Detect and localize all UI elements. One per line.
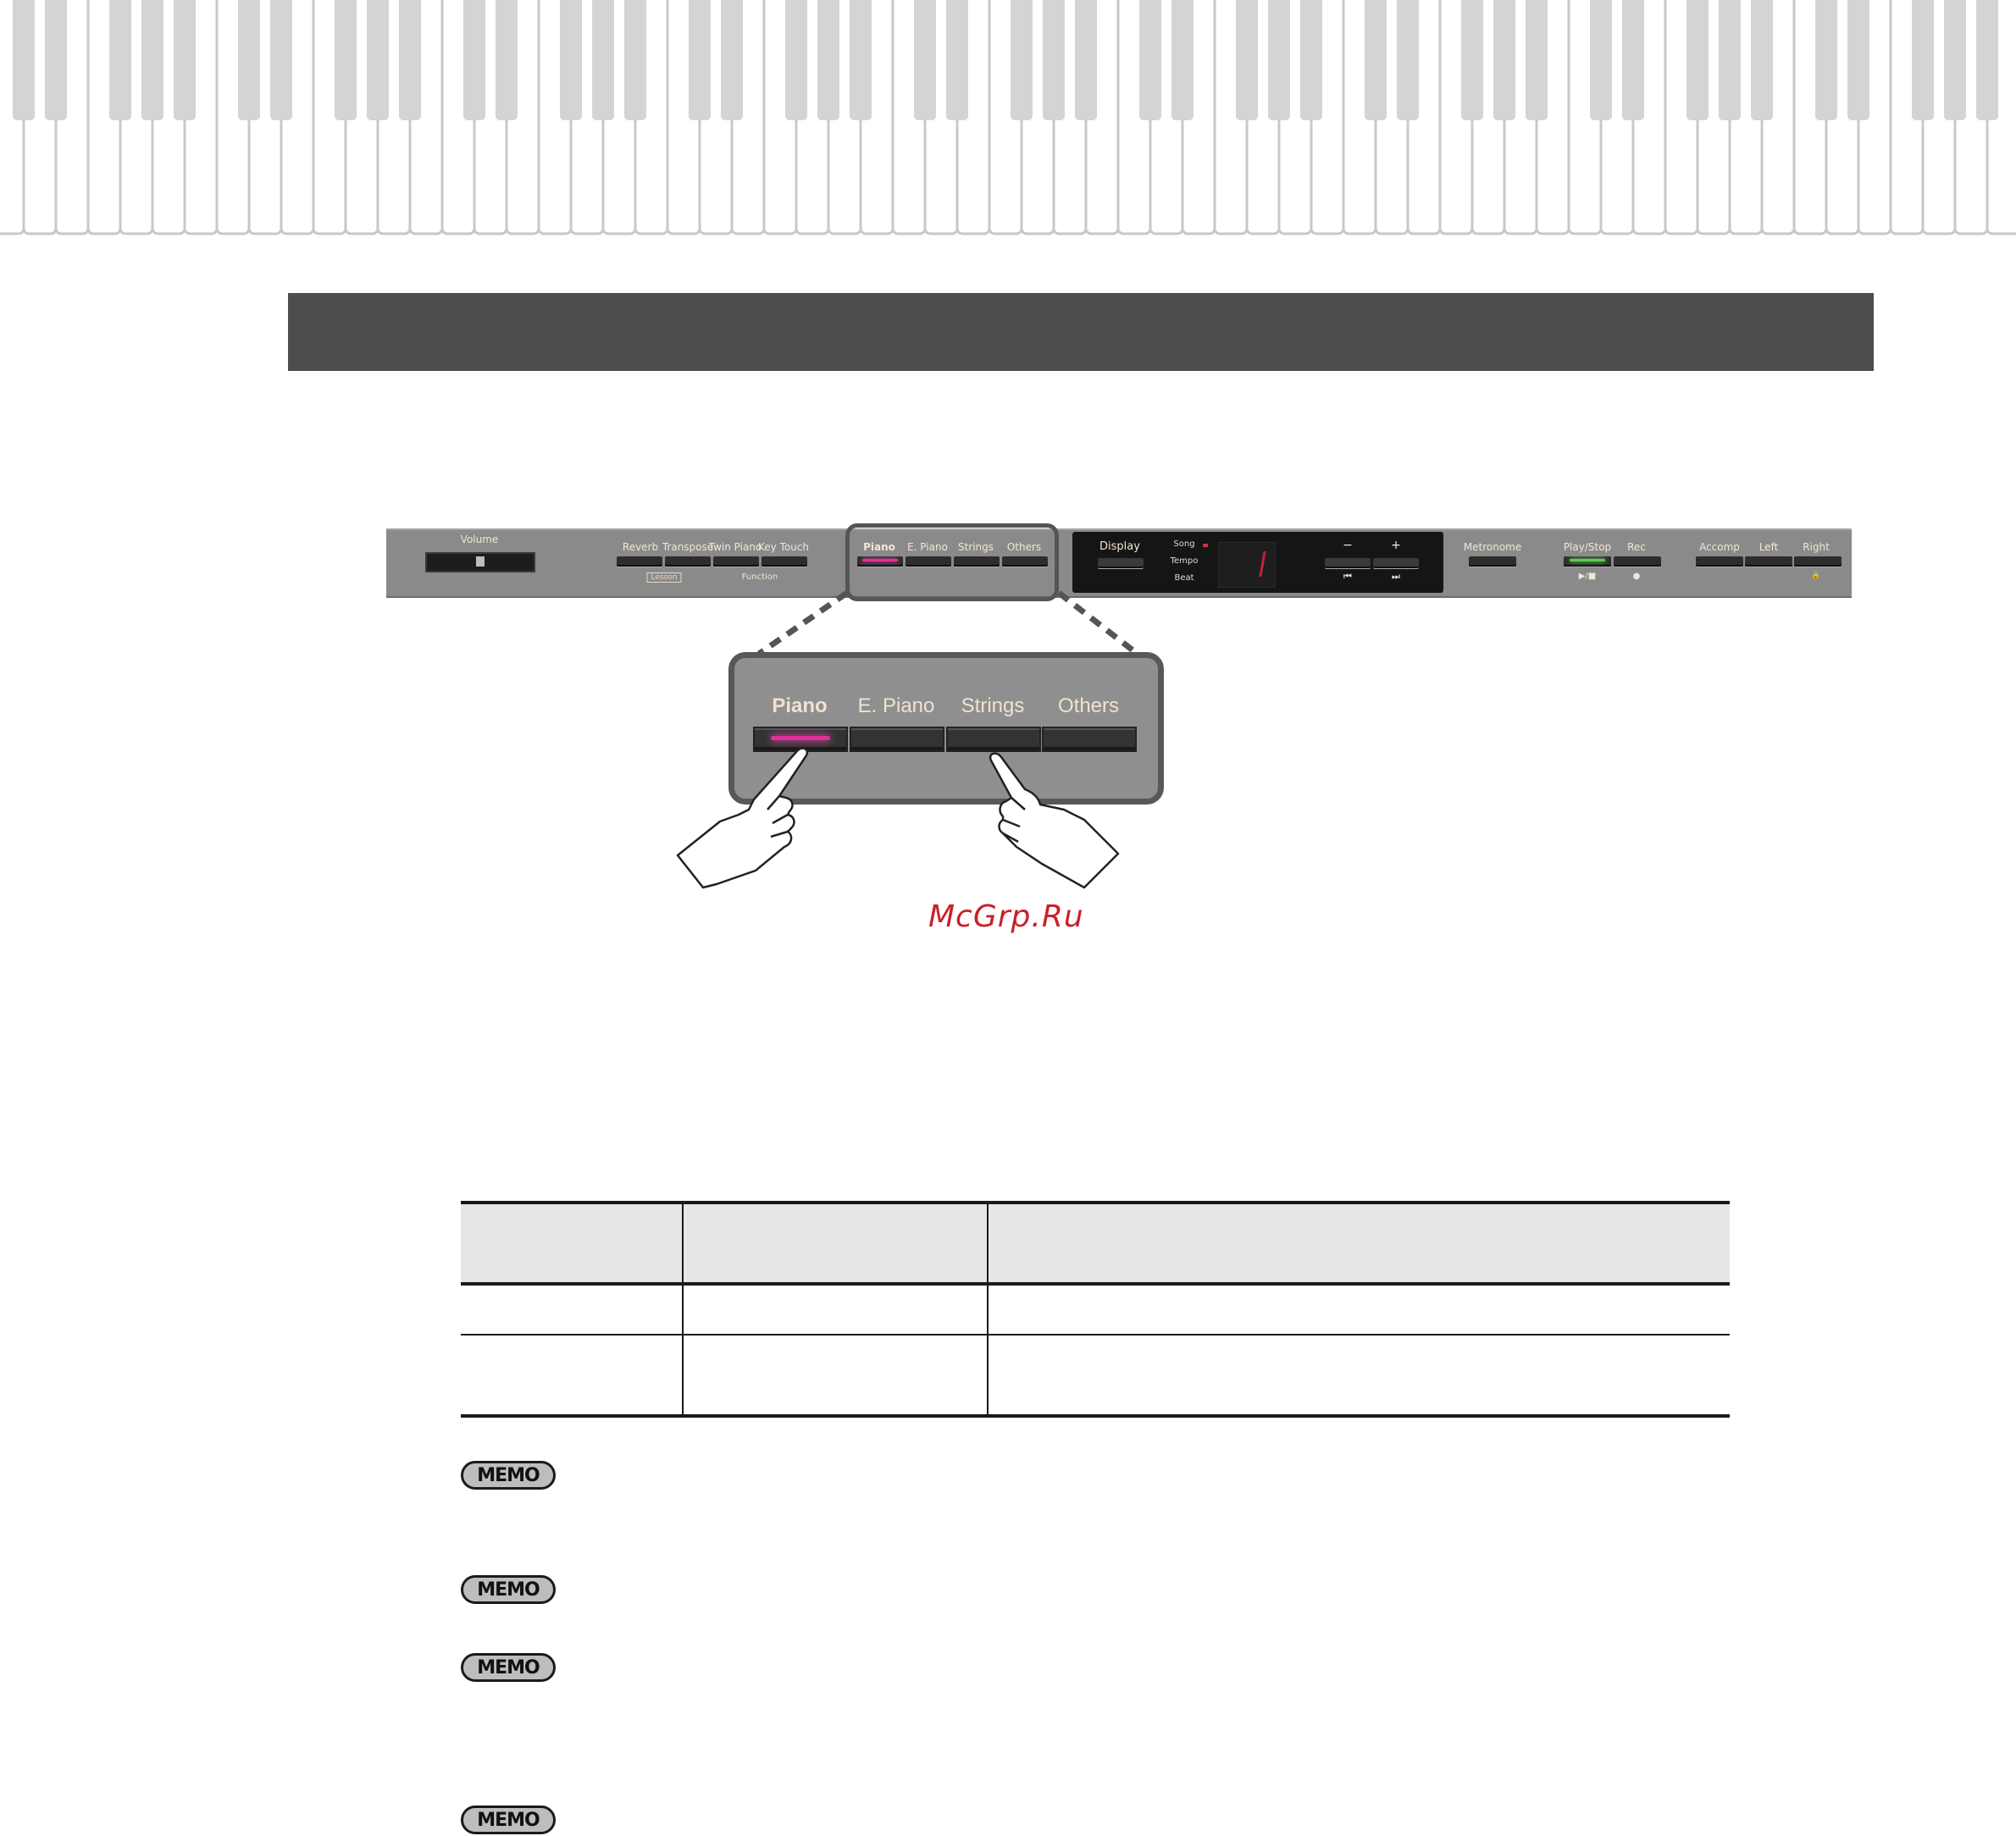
- accomp-button[interactable]: [1696, 556, 1743, 567]
- table-header-rule: [461, 1282, 1730, 1286]
- transpose-label: Transpose: [662, 541, 714, 553]
- plus-button[interactable]: [1373, 558, 1419, 568]
- black-key: [592, 0, 614, 120]
- reverb-label: Reverb: [622, 541, 659, 553]
- lock-icon: 🔒: [1811, 572, 1821, 580]
- black-key: [1397, 0, 1419, 120]
- tone-table: [461, 1201, 1730, 1418]
- minus-label: −: [1343, 539, 1353, 552]
- black-key: [1847, 0, 1869, 120]
- table-top-rule: [461, 1201, 1730, 1204]
- black-key: [560, 0, 582, 120]
- rewind-icon: ⏮: [1343, 571, 1352, 582]
- black-key: [817, 0, 839, 120]
- left-button[interactable]: [1745, 556, 1792, 567]
- black-key: [1815, 0, 1837, 120]
- black-key: [946, 0, 968, 120]
- zoom-label-others: Others: [1057, 694, 1120, 717]
- black-key: [1622, 0, 1644, 120]
- black-key: [1751, 0, 1773, 120]
- black-key: [624, 0, 646, 120]
- metronome-label: Metronome: [1463, 541, 1522, 553]
- plus-label: +: [1391, 539, 1401, 552]
- black-key: [238, 0, 260, 120]
- memo-badge: MEMO: [461, 1461, 556, 1490]
- zoom-label-strings: Strings: [961, 694, 1025, 717]
- right-hand-icon: [990, 754, 1118, 888]
- function-label: Function: [741, 572, 778, 582]
- black-key: [45, 0, 67, 120]
- key-touch-label: Key Touch: [757, 541, 810, 553]
- accomp-label: Accomp: [1699, 541, 1740, 553]
- black-key: [850, 0, 872, 120]
- black-key: [1139, 0, 1161, 120]
- black-key: [1719, 0, 1741, 120]
- lesson-label: Lesson: [647, 572, 682, 583]
- connector-left: [759, 593, 847, 654]
- black-key: [463, 0, 485, 120]
- panel-tone-label-e-piano: E. Piano: [907, 541, 948, 553]
- black-key: [1590, 0, 1612, 120]
- black-key: [1976, 0, 1998, 120]
- black-key: [335, 0, 357, 120]
- panel-tone-label-piano: Piano: [863, 541, 895, 553]
- transpose-button[interactable]: [665, 556, 711, 567]
- rec-label: Rec: [1627, 541, 1646, 553]
- segment-digit: [1259, 551, 1266, 577]
- table-row-rule: [461, 1334, 1730, 1336]
- zoom-label-piano: Piano: [772, 694, 828, 717]
- black-key: [1268, 0, 1290, 120]
- keyboard-header: [0, 0, 2016, 246]
- panel-tone-label-strings: Strings: [957, 541, 994, 553]
- black-key: [1365, 0, 1387, 120]
- black-key: [1075, 0, 1097, 120]
- watermark-text: McGrp.Ru: [928, 899, 1084, 934]
- black-key: [1686, 0, 1709, 120]
- display-label: Display: [1099, 540, 1140, 553]
- left-label: Left: [1758, 541, 1779, 553]
- black-key: [1912, 0, 1934, 120]
- play-stop-button[interactable]: [1564, 556, 1611, 567]
- black-key: [785, 0, 807, 120]
- rec-icon: ●: [1632, 572, 1641, 581]
- black-key: [109, 0, 131, 120]
- zoom-label-e-piano: E. Piano: [857, 694, 935, 717]
- fast-forward-icon: ⏭: [1392, 571, 1400, 582]
- black-key: [1011, 0, 1033, 120]
- right-button[interactable]: [1794, 556, 1842, 567]
- memo-badge: MEMO: [461, 1806, 556, 1834]
- tone-buttons-highlight: [845, 523, 1059, 601]
- table-column-divider-2: [987, 1201, 989, 1418]
- volume-label: Volume: [460, 534, 499, 545]
- rec-button[interactable]: [1614, 556, 1661, 567]
- black-key: [367, 0, 389, 120]
- volume-slider[interactable]: [425, 552, 535, 572]
- left-hand-icon: [678, 749, 807, 888]
- twin-piano-button[interactable]: [713, 556, 759, 567]
- play-stop-label: Play/Stop: [1563, 541, 1612, 553]
- beat-indicator: Beat: [1174, 573, 1194, 583]
- black-key: [1944, 0, 1966, 120]
- right-label: Right: [1803, 541, 1830, 553]
- black-key: [1526, 0, 1548, 120]
- key-touch-button[interactable]: [762, 556, 807, 567]
- display-button[interactable]: [1098, 558, 1144, 568]
- volume-knob[interactable]: [476, 556, 485, 567]
- black-key: [141, 0, 163, 120]
- black-key: [914, 0, 936, 120]
- black-key: [270, 0, 292, 120]
- memo-badge: MEMO: [461, 1575, 556, 1604]
- minus-button[interactable]: [1325, 558, 1371, 568]
- black-key: [1493, 0, 1515, 120]
- black-key: [174, 0, 196, 120]
- black-key: [1236, 0, 1258, 120]
- segment-display: [1218, 542, 1276, 588]
- table-column-divider-1: [682, 1201, 684, 1418]
- black-key: [1043, 0, 1065, 120]
- black-key: [496, 0, 518, 120]
- song-led: [1203, 544, 1208, 547]
- metronome-button[interactable]: [1469, 556, 1516, 567]
- tempo-indicator: Tempo: [1170, 556, 1199, 566]
- black-key: [399, 0, 421, 120]
- table-bottom-rule: [461, 1414, 1730, 1418]
- play-stop-icon: ▶/■: [1578, 572, 1597, 581]
- reverb-button[interactable]: [617, 556, 662, 567]
- memo-badge: MEMO: [461, 1653, 556, 1682]
- black-key: [721, 0, 743, 120]
- connector-right: [1059, 593, 1135, 652]
- black-key: [1461, 0, 1483, 120]
- black-key: [13, 0, 35, 120]
- pressing-hands: [661, 728, 1135, 898]
- table-header: [461, 1204, 1730, 1282]
- black-key: [1300, 0, 1322, 120]
- song-indicator: Song: [1173, 539, 1195, 549]
- black-key: [1171, 0, 1194, 120]
- section-header-bar: [288, 293, 1874, 371]
- panel-tone-label-others: Others: [1006, 541, 1042, 553]
- black-key: [689, 0, 711, 120]
- twin-piano-label: Twin Piano: [708, 541, 762, 553]
